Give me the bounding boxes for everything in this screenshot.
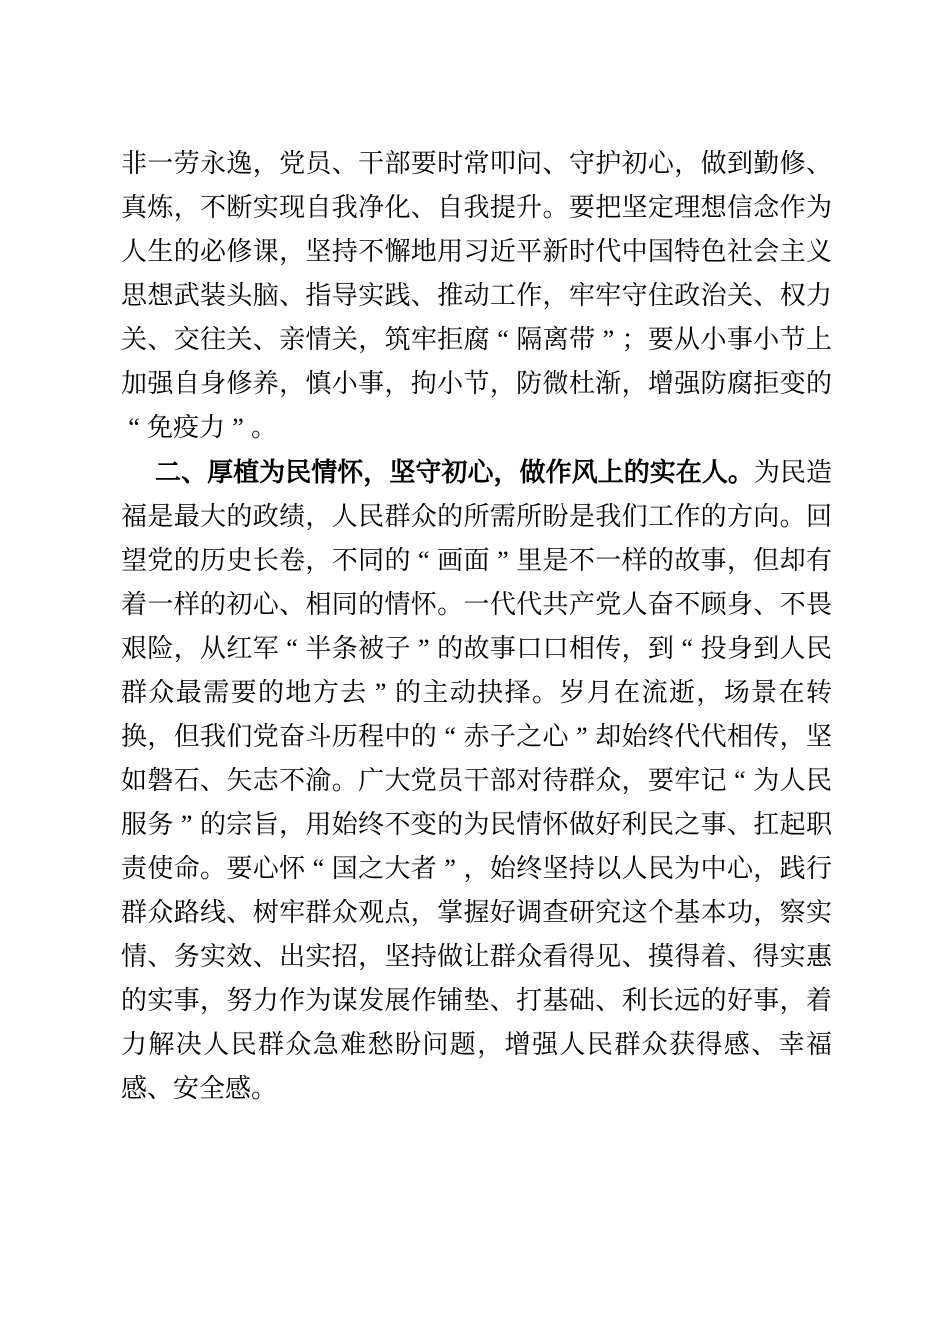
document-body: [121, 142, 832, 1111]
paragraph-section-two: [121, 450, 832, 1111]
paragraph-continuation: [121, 142, 832, 450]
section-heading-bold: 二、厚植为民情怀，坚守初心，做作风上的实在人。: [155, 457, 754, 487]
paragraph-text: 为民造福是最大的政绩，人民群众的所需所盼是我们工作的方向。回望党的历史长卷，不同的 “ 画面 ” 里是不一样的故事，但却有着一样的初心、相同的情怀。一代代共产党人奋不顾身、不畏艰险，从红军 “ 半条被子 ” 的故事口口相传，到 “ 投身到人民群众最需要的地方去 ” 的主动抉择。岁月在流逝，场景在转换，但我们党奋斗历程中的 “ 赤子之心 ” 却始终代代相传，坚如磐石、矢志不渝。广大党员干部对待群众，要牢记 “ 为人民服务 ” 的宗旨，用始终不变的为民情怀做好利民之事、扛起职责使命。要心怀 “ 国之大者 ” ，始终坚持以人民为中心，践行群众路线、树牢群众观点，掌握好调查研究这个基本功，察实情、务实效、出实招，坚持做让群众看得见、摸得着、得实惠的实事，努力作为谋发展作铺垫、打基础、利长远的好事，着力解决人民群众急难愁盼问题，增强人民群众获得感、幸福感、安全感。: [121, 458, 832, 1103]
paragraph-text: 非一劳永逸，党员、干部要时常叩问、守护初心，做到勤修、真炼，不断实现自我净化、自我提升。要把坚定理想信念作为人生的必修课，坚持不懈地用习近平新时代中国特色社会主义思想武装头脑、指导实践、推动工作，牢牢守住政治关、权力关、交往关、亲情关，筑牢拒腐 “ 隔离带 ” ；要从小事小节上加强自身修养，慎小事，拘小节，防微杜渐，增强防腐拒变的“ 免疫力 ” 。: [121, 149, 832, 442]
